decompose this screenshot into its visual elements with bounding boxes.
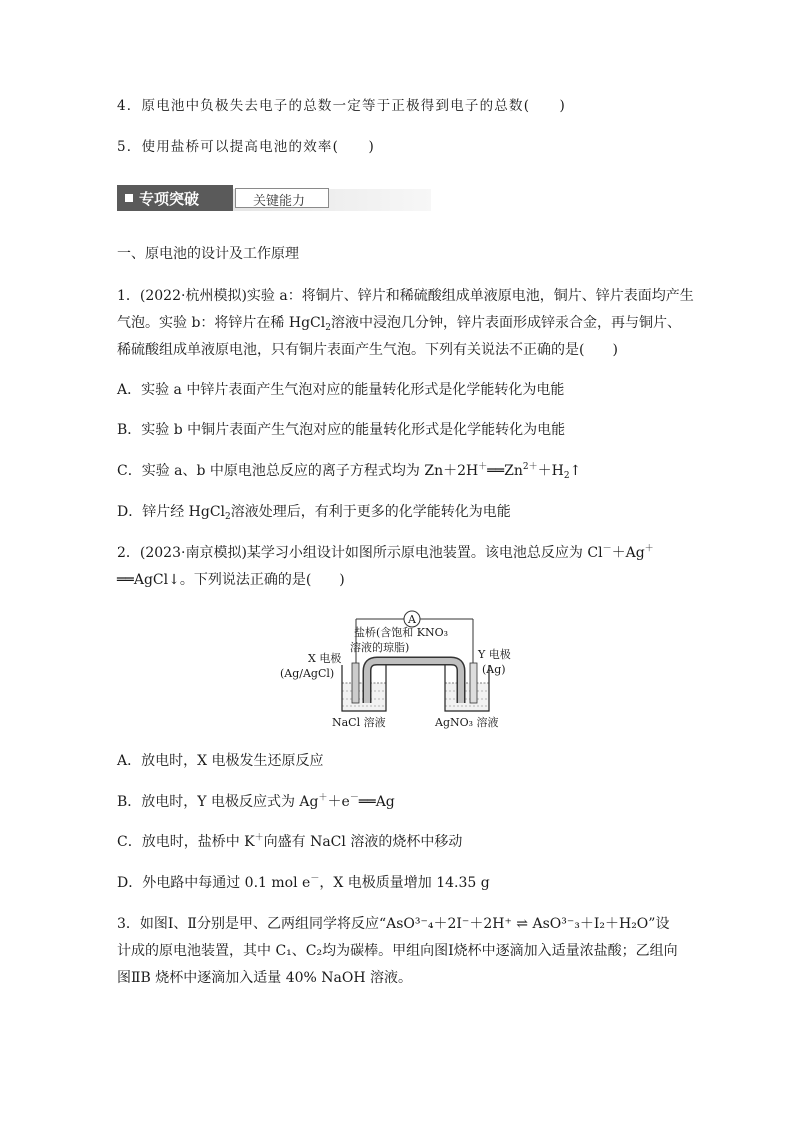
q2-option-a: A．放电时，X 电极发生还原反应	[117, 753, 324, 769]
q2-c-part2: 向盛有 NaCl 溶液的烧杯中移动	[263, 834, 463, 850]
q2-b-part3: ══Ag	[358, 794, 395, 810]
q2-stem-line1	[117, 543, 654, 563]
q2-option-c	[117, 832, 462, 852]
x-electrode-formula: (Ag/AgCl)	[280, 667, 335, 680]
y-electrode	[470, 663, 477, 703]
q2-option-b	[117, 792, 395, 812]
q2-b-part1: B．放电时，Y 电极反应式为 Ag	[117, 794, 319, 810]
q1-c-part1: C．实验 a、b 中原电池总反应的离子方程式均为 Zn＋2H	[117, 463, 479, 479]
judge-question-4: 4．原电池中负极失去电子的总数一定等于正极得到电子的总数( )	[117, 98, 567, 114]
x-electrode-label: X 电极	[308, 652, 342, 665]
q2-b-sup1: ＋	[318, 793, 328, 803]
q2-l1-sup1: －	[602, 544, 612, 554]
q1-d-part1: D．锌片经 HgCl	[117, 504, 226, 520]
q2-d-sup: －	[310, 874, 320, 884]
q2-d-part2: ，X 电极质量增加 14.35 g	[319, 875, 490, 891]
q2-l1-part2: ＋Ag	[611, 545, 645, 561]
q1-option-a: A．实验 a 中锌片表面产生气泡对应的能量转化形式是化学能转化为电能	[117, 382, 565, 398]
q2-c-part1: C．放电时，盐桥中 K	[117, 834, 255, 850]
q2-option-d	[117, 873, 490, 893]
ammeter-label: A	[408, 613, 416, 626]
banner-title: 专项突破	[139, 190, 200, 208]
q1-stem-line3: 稀硫酸组成单液原电池，只有铜片表面产生气泡。下列有关说法不正确的是( )	[117, 342, 618, 358]
y-electrode-formula: (Ag)	[482, 663, 506, 676]
q1-line2-part2: 溶液中浸泡几分钟，锌片表面形成锌汞合金，再与铜片、	[330, 315, 681, 331]
judge-question-5: 5．使用盐桥可以提高电池的效率( )	[117, 139, 375, 155]
q1-d-part2: 溶液处理后，有利于更多的化学能转化为电能	[230, 504, 511, 520]
q3-stem-line1: 3．如图Ⅰ、Ⅱ分别是甲、乙两组同学将反应“AsO³⁻₄＋2I⁻＋2H⁺ ⇌ AsO³⁻₃＋I₂＋H₂O”设	[117, 916, 670, 932]
section-banner	[117, 185, 431, 213]
q1-line2-part1: 气泡。实验 b：将锌片在稀 HgCl	[117, 315, 326, 331]
q3-stem-line2: 计成的原电池装置，其中 C₁、C₂均为碳棒。甲组向图Ⅰ烧杯中逐滴加入适量浓盐酸；乙组向	[117, 943, 678, 959]
q1-c-sup2: 2＋	[522, 462, 538, 472]
q1-c-arrow: ↑	[569, 463, 582, 479]
right-solution-label: AgNO₃ 溶液	[435, 716, 499, 729]
q2-d-part1: D．外电路中每通过 0.1 mol e	[117, 875, 311, 891]
q1-c-sup1: ＋	[478, 462, 488, 472]
galvanic-cell-figure	[270, 607, 520, 732]
q1-option-c	[117, 461, 581, 481]
q3-stem-line3: 图ⅡB 烧杯中逐滴加入适量 40% NaOH 溶液。	[117, 970, 413, 986]
left-solution-label: NaCl 溶液	[332, 716, 386, 729]
q1-c-part2: ══Zn	[487, 463, 523, 479]
q1-c-part3: ＋H	[537, 463, 564, 479]
square-bullet-icon	[125, 194, 133, 202]
salt-bridge-label-1: 盐桥(含饱和 KNO₃	[354, 626, 449, 639]
q1-line2-subscript: 2	[325, 323, 331, 333]
q1-option-b: B．实验 b 中铜片表面产生气泡对应的能量转化形式是化学能转化为电能	[117, 422, 566, 438]
q2-l1-sup2: ＋	[644, 544, 654, 554]
q1-c-sub: 2	[563, 471, 570, 481]
x-electrode	[352, 663, 359, 703]
y-electrode-label: Y 电极	[478, 648, 511, 661]
section-heading: 一、原电池的设计及工作原理	[117, 246, 299, 262]
q1-stem-line2	[117, 313, 681, 333]
q2-stem-line2: ══AgCl↓。下列说法正确的是( )	[117, 572, 345, 588]
q1-option-d	[117, 502, 511, 522]
q2-c-sup: ＋	[254, 833, 264, 843]
q1-d-sub: 2	[225, 512, 231, 522]
q2-b-part2: ＋e	[327, 794, 350, 810]
q2-l1-part1: 2．(2023·南京模拟)某学习小组设计如图所示原电池装置。该电池总反应为 Cl	[117, 545, 603, 561]
salt-bridge-label-2: 溶液的琼脂)	[350, 641, 410, 654]
banner-subtitle: 关键能力	[253, 194, 306, 209]
q1-stem-line1: 1．(2022·杭州模拟)实验 a：将铜片、锌片和稀硫酸组成单液原电池，铜片、锌片表面均产生	[117, 288, 694, 304]
q2-b-sup2: －	[349, 793, 359, 803]
